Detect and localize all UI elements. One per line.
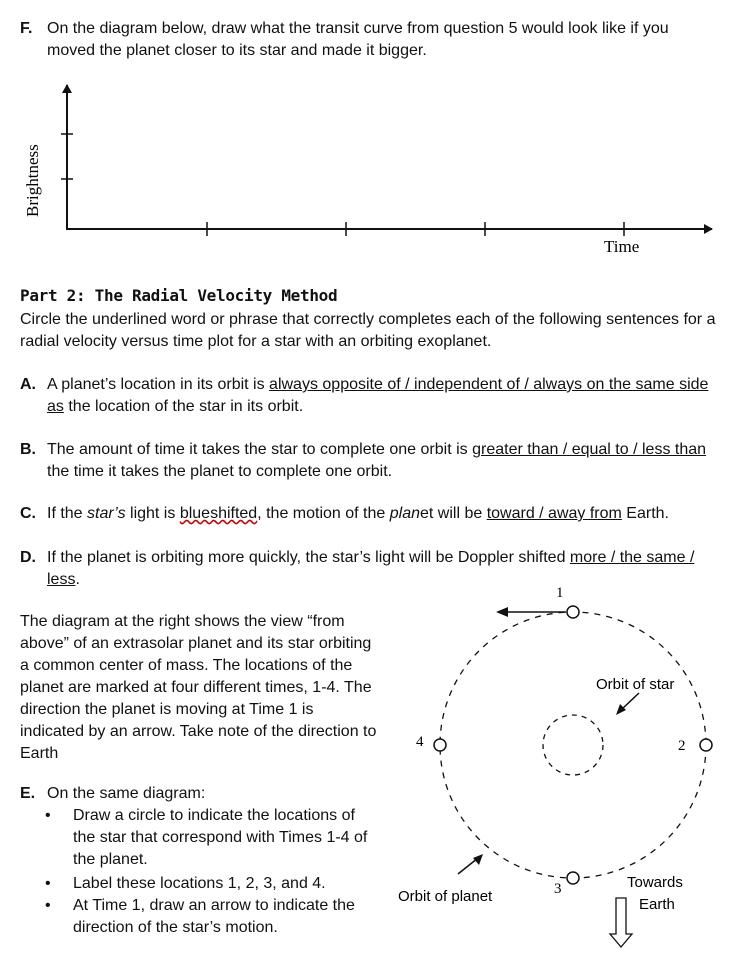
orbit-star-label: Orbit of star bbox=[596, 676, 675, 693]
planet-position-2[interactable] bbox=[700, 739, 712, 751]
y-axis-label: Brightness bbox=[23, 144, 42, 217]
question-f-text: On the diagram below, draw what the transit curve from question 5 would look like if you moved the planet closer to its star and made it bigger. bbox=[47, 20, 669, 59]
question-c-text: light is bbox=[125, 505, 180, 522]
planet-position-4[interactable] bbox=[434, 739, 446, 751]
question-d-label: D. bbox=[20, 549, 36, 566]
star-orbit bbox=[543, 715, 603, 775]
question-a-options[interactable]: always opposite of / independent of / always on the same side as bbox=[47, 376, 709, 415]
transit-graph[interactable] bbox=[0, 75, 748, 265]
question-b bbox=[20, 439, 720, 483]
question-c-text: et will be bbox=[419, 505, 487, 522]
question-d-options[interactable]: more / the same / less bbox=[47, 549, 695, 588]
question-b-options[interactable]: greater than / equal to / less than bbox=[472, 441, 707, 458]
part2-title: Part 2: The Radial Velocity Method bbox=[20, 286, 338, 305]
orbit-planet-pointer bbox=[458, 858, 478, 874]
earth-label: Earth bbox=[639, 896, 675, 913]
towards-label: Towards bbox=[627, 874, 683, 891]
question-c-planet: plan bbox=[389, 505, 420, 522]
orbit-planet-label: Orbit of planet bbox=[398, 888, 493, 905]
orbit-planet-pointer-head bbox=[473, 854, 483, 865]
diagram-description: The diagram at the right shows the view “from above” of an extrasolar planet and its star orbiting a common center of mass. The locations of the planet are marked at four different times, 1-4. The direction the planet is moving at Time 1 is indicated by an arrow. Take note of the direction to Earth bbox=[20, 613, 377, 762]
question-d-post: . bbox=[75, 571, 80, 588]
question-a-pre: A planet’s location in its orbit is bbox=[47, 376, 270, 393]
question-a bbox=[20, 374, 720, 418]
bullet-text: At Time 1, draw an arrow to indicate the direction of the star’s motion. bbox=[73, 897, 355, 936]
earth-direction-arrow bbox=[610, 898, 632, 947]
position-label-1: 1 bbox=[556, 585, 564, 601]
orbit-diagram[interactable] bbox=[380, 580, 748, 970]
question-f bbox=[20, 18, 720, 62]
question-f-label: F. bbox=[20, 20, 33, 37]
question-e-label: E. bbox=[20, 785, 36, 802]
orbit-star-pointer bbox=[621, 693, 639, 710]
question-b-label: B. bbox=[20, 441, 36, 458]
position-label-4: 4 bbox=[416, 734, 424, 750]
question-c-label: C. bbox=[20, 505, 36, 522]
position-label-3: 3 bbox=[554, 881, 562, 897]
question-a-post: the location of the star in its orbit. bbox=[63, 398, 304, 415]
question-c-star: star’s bbox=[87, 505, 126, 522]
question-c-text: , the motion of the bbox=[257, 505, 390, 522]
question-d-pre: If the planet is orbiting more quickly, the star’s light will be Doppler shifted bbox=[47, 549, 570, 566]
x-axis-label: Time bbox=[604, 237, 640, 256]
position-label-2: 2 bbox=[678, 738, 686, 754]
orbit-star-pointer-head bbox=[616, 704, 626, 715]
part2-intro: Circle the underlined word or phrase that correctly completes each of the following sentences for a radial velocity versus time plot for a star with an orbiting exoplanet. bbox=[20, 311, 716, 350]
question-e-title: On the same diagram: bbox=[47, 785, 206, 802]
question-a-label: A. bbox=[20, 376, 36, 393]
question-c-text: If the bbox=[47, 505, 88, 522]
bullet-text: Label these locations 1, 2, 3, and 4. bbox=[73, 875, 326, 892]
planet-position-3[interactable] bbox=[567, 872, 579, 884]
planet-motion-arrowhead bbox=[496, 607, 508, 617]
question-e bbox=[20, 783, 400, 805]
planet-position-1[interactable] bbox=[567, 606, 579, 618]
planet-orbit bbox=[440, 612, 706, 878]
question-c bbox=[20, 503, 720, 525]
bullet-text: Draw a circle to indicate the locations of the star that correspond with Times 1-4 of the planet. bbox=[73, 807, 368, 868]
question-e-bullet: • Draw a circle to indicate the locations of the star that correspond with Times 1-4 of the planet. bbox=[50, 805, 380, 871]
question-c-blueshifted: blueshifted bbox=[179, 505, 258, 522]
question-c-text: Earth. bbox=[621, 505, 669, 522]
question-e-bullet: • Label these locations 1, 2, 3, and 4. bbox=[50, 873, 380, 895]
question-b-post: the time it takes the planet to complete one orbit. bbox=[47, 463, 393, 480]
question-c-options[interactable]: toward / away from bbox=[486, 505, 622, 522]
question-b-pre: The amount of time it takes the star to complete one orbit is bbox=[47, 441, 473, 458]
question-e-bullet: • At Time 1, draw an arrow to indicate the direction of the star’s motion. bbox=[50, 895, 380, 939]
